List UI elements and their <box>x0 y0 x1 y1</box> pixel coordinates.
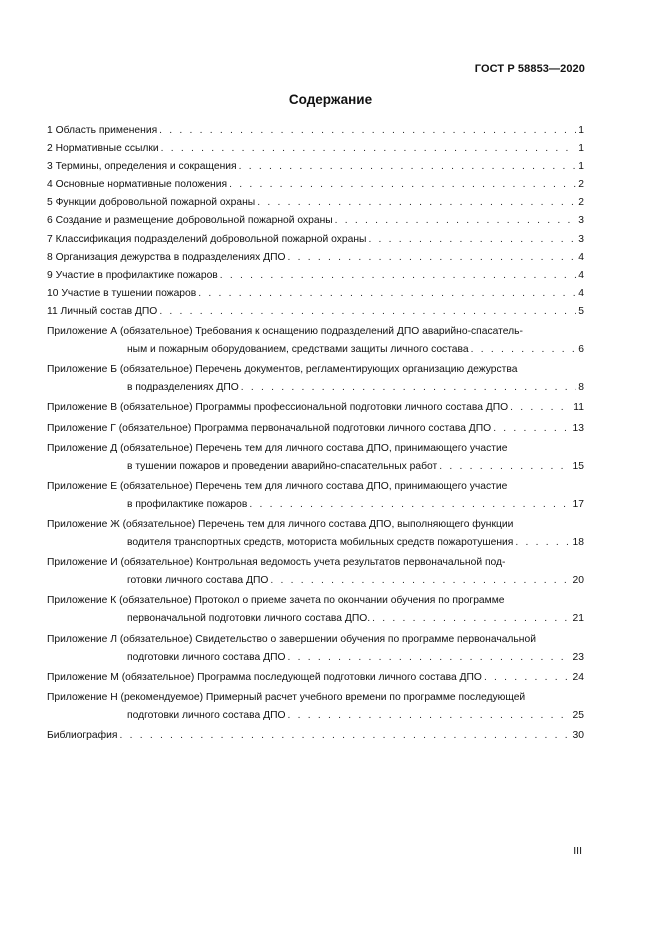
toc-entry[interactable] <box>47 249 584 267</box>
page-number: III <box>573 845 582 857</box>
toc-entry-title: в тушении пожаров и проведении аварийно-спасательных работ <box>127 460 438 472</box>
toc-entry[interactable] <box>47 140 584 158</box>
dot-leader <box>241 379 576 397</box>
toc-entry-title: 3 Термины, определения и сокращения <box>47 161 237 173</box>
toc-entry-title: 9 Участие в профилактике пожаров <box>47 269 218 281</box>
toc-entry-title: 7 Классификация подразделений добровольной пожарной охраны <box>47 233 367 245</box>
toc-entry-title: Приложение А (обязательное) Требования к оснащению подразделений ДПО аварийно-спасатель- <box>47 326 523 338</box>
dot-leader <box>287 707 570 725</box>
dot-leader <box>287 649 570 667</box>
toc-entry-title: 5 Функции добровольной пожарной охраны <box>47 197 256 209</box>
toc-entry-title: 1 Область применения <box>47 125 158 136</box>
dot-leader <box>484 669 571 687</box>
toc-page-number: 4 <box>578 287 584 299</box>
dot-leader <box>257 194 576 212</box>
toc-entry-title: 8 Организация дежурства в подразделениях ДПО <box>47 251 286 263</box>
dot-leader <box>198 285 576 303</box>
toc-entry-title: Приложение Н (рекомендуемое) Примерный расчет учебного времени по программе последующей <box>47 691 526 703</box>
toc-page-number: 3 <box>578 215 584 227</box>
toc-entry-title: 4 Основные нормативные положения <box>47 179 228 191</box>
dot-leader <box>229 176 576 194</box>
dot-leader <box>159 303 576 321</box>
toc-entry[interactable] <box>47 554 584 590</box>
toc-page-number: 8 <box>578 382 584 394</box>
toc-page-number: 13 <box>572 422 584 434</box>
toc-entry-title: готовки личного состава ДПО <box>127 575 269 587</box>
dot-leader <box>288 249 577 267</box>
toc-entry[interactable] <box>47 516 584 552</box>
toc-entry-title: подготовки личного состава ДПО <box>127 709 286 721</box>
toc-entry[interactable] <box>47 212 584 230</box>
toc-entry[interactable] <box>47 285 584 303</box>
toc-entry[interactable] <box>47 440 584 476</box>
toc-entry[interactable] <box>47 176 584 194</box>
toc-page-number: 1 <box>578 161 584 173</box>
document-code: ГОСТ Р 58853—2020 <box>474 63 585 75</box>
toc-entry[interactable] <box>47 592 584 628</box>
toc-entry[interactable] <box>47 727 584 745</box>
dot-leader <box>510 399 571 417</box>
toc-entry[interactable] <box>47 194 584 212</box>
toc-entry-title: подготовки личного состава ДПО <box>127 651 286 663</box>
toc-entry[interactable] <box>47 399 584 417</box>
toc-page-number: 24 <box>572 671 584 683</box>
dot-leader <box>493 420 570 438</box>
toc-page-number: 5 <box>578 305 584 317</box>
toc-entry-title: Приложение Б (обязательное) Перечень документов, регламентирующих организацию дежурства <box>47 364 518 376</box>
toc-entry-title: Приложение Л (обязательное) Свидетельство о завершении обучения по программе первоначальной <box>47 633 536 645</box>
toc-entry[interactable] <box>47 669 584 687</box>
page-title: Содержание <box>288 92 373 107</box>
toc-page-number: 1 <box>578 125 584 136</box>
toc-entry-title: Приложение Д (обязательное) Перечень тем для личного состава ДПО, принимающего участие <box>47 442 508 454</box>
dot-leader <box>220 267 577 285</box>
toc-entry-title: Приложение Е (обязательное) Перечень тем для личного состава ДПО, принимающего участие <box>47 480 508 492</box>
toc-entry[interactable] <box>47 231 584 249</box>
toc-entry-title: первоначальной подготовки личного состава ДПО. <box>127 613 371 625</box>
toc-page-number: 20 <box>572 575 584 587</box>
toc-entry[interactable] <box>47 420 584 438</box>
toc-entry[interactable] <box>47 478 584 514</box>
toc-entry[interactable] <box>47 158 584 176</box>
toc-page-number: 11 <box>573 402 584 414</box>
toc-page-number: 2 <box>578 197 584 209</box>
toc-page-number: 4 <box>578 251 584 263</box>
toc-page-number: 30 <box>572 730 584 741</box>
toc-page-number: 23 <box>572 651 584 663</box>
toc-page-number: 18 <box>572 537 584 549</box>
toc-page-number: 25 <box>572 709 584 721</box>
toc-entry-title: водителя транспортных средств, моториста мобильных средств пожаротушения <box>127 537 514 549</box>
table-of-contents <box>47 122 584 745</box>
toc-entry-title: Приложение В (обязательное) Программы профессиональной подготовки личного состава ДПО <box>47 402 509 414</box>
toc-entry[interactable] <box>47 303 584 321</box>
toc-entry-title: Библиография <box>47 730 118 741</box>
dot-leader <box>372 610 570 628</box>
toc-entry-title: 6 Создание и размещение добровольной пожарной охраны <box>47 215 333 227</box>
toc-entry-title: 11 Личный состав ДПО <box>47 305 158 317</box>
toc-entry-title: 10 Участие в тушении пожаров <box>47 287 197 299</box>
toc-entry-title: ным и пожарным оборудованием, средствами защиты личного состава <box>127 344 469 356</box>
dot-leader <box>249 496 570 514</box>
toc-page-number: 21 <box>572 613 584 625</box>
toc-page-number: 6 <box>578 344 584 356</box>
toc-entry[interactable] <box>47 267 584 285</box>
dot-leader <box>270 572 570 590</box>
dot-leader <box>335 212 577 230</box>
toc-entry-title: Приложение К (обязательное) Протокол о приеме зачета по окончании обучения по программе <box>47 595 505 607</box>
toc-page-number: 17 <box>572 498 584 510</box>
toc-entry[interactable] <box>47 631 584 667</box>
toc-entry[interactable] <box>47 323 584 359</box>
toc-entry[interactable] <box>47 361 584 397</box>
toc-page-number: 3 <box>578 233 584 245</box>
toc-entry-title: Приложение И (обязательное) Контрольная ведомость учета результатов первоначальной под- <box>47 557 506 569</box>
dot-leader <box>159 122 576 140</box>
toc-entry-title: Приложение М (обязательное) Программа последующей подготовки личного состава ДПО <box>47 671 482 683</box>
dot-leader <box>515 534 570 552</box>
toc-entry-title: в профилактике пожаров <box>127 498 248 510</box>
dot-leader <box>161 140 577 158</box>
dot-leader <box>239 158 577 176</box>
toc-entry-title: Приложение Ж (обязательное) Перечень тем для личного состава ДПО, выполняющего функции <box>47 518 514 530</box>
toc-page-number: 4 <box>578 269 584 281</box>
toc-page-number: 1 <box>578 143 584 155</box>
toc-entry[interactable] <box>47 122 584 140</box>
toc-entry[interactable] <box>47 689 584 725</box>
toc-entry-title: Приложение Г (обязательное) Программа первоначальной подготовки личного состава ДПО <box>47 422 492 434</box>
toc-page-number: 2 <box>578 179 584 191</box>
dot-leader <box>439 458 570 476</box>
dot-leader <box>119 727 570 745</box>
dot-leader <box>368 231 576 249</box>
dot-leader <box>471 341 577 359</box>
toc-page-number: 15 <box>572 460 584 472</box>
toc-entry-title: в подразделениях ДПО <box>127 382 239 394</box>
toc-entry-title: 2 Нормативные ссылки <box>47 143 159 155</box>
